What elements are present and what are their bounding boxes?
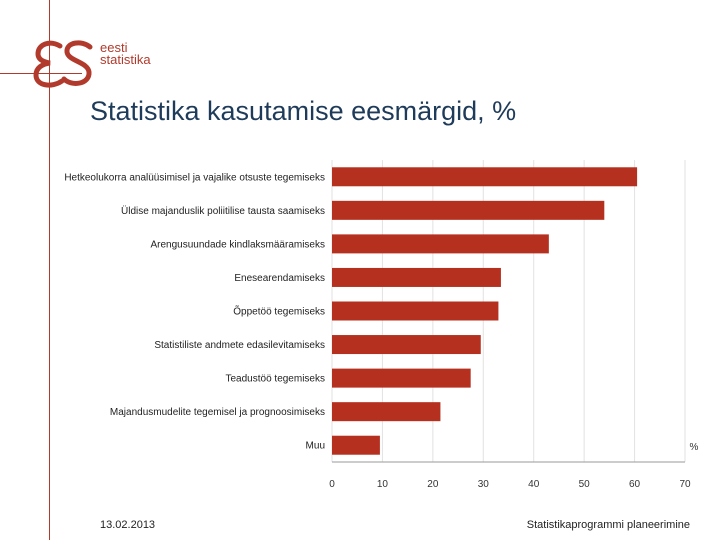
bar bbox=[332, 436, 380, 455]
x-tick-label: 20 bbox=[427, 479, 439, 490]
category-label: Teadustöö tegemiseks bbox=[225, 373, 325, 385]
x-tick-label: 0 bbox=[329, 479, 335, 490]
category-label: Muu bbox=[305, 440, 325, 452]
category-label: Üldise majanduslik poliitilise tausta saamiseks bbox=[121, 205, 325, 217]
footer-date: 13.02.2013 bbox=[100, 519, 156, 531]
x-tick-label: 50 bbox=[578, 479, 590, 490]
bar-chart bbox=[0, 150, 720, 500]
x-tick-label: 60 bbox=[629, 479, 641, 490]
bar bbox=[332, 302, 498, 321]
bar bbox=[332, 402, 440, 421]
category-label: Majandusmudelite tegemisel ja prognoosimiseks bbox=[109, 407, 325, 419]
x-tick-label: 70 bbox=[679, 479, 691, 490]
logo-word-1: eesti bbox=[100, 40, 128, 55]
bar bbox=[332, 167, 637, 186]
bar bbox=[332, 201, 604, 220]
x-tick-label: 40 bbox=[528, 479, 540, 490]
unit-label: % bbox=[689, 442, 699, 453]
logo bbox=[30, 34, 190, 90]
x-tick-label: 10 bbox=[376, 479, 388, 490]
category-label: Enesearendamiseks bbox=[234, 272, 325, 284]
category-label: Hetkeolukorra analüüsimisel ja vajalike otsuste tegemiseks bbox=[64, 172, 325, 184]
bar bbox=[332, 369, 471, 388]
bar bbox=[332, 234, 549, 253]
logo-mark bbox=[30, 34, 190, 90]
bar bbox=[332, 335, 481, 354]
footer-presentation-title: Statistikaprogrammi planeerimine bbox=[526, 519, 690, 531]
bar bbox=[332, 268, 501, 287]
category-label: Õppetöö tegemiseks bbox=[233, 306, 325, 318]
slide-title: Statistika kasutamise eesmärgid, % bbox=[90, 96, 517, 126]
category-label: Arengusuundade kindlaksmääramiseks bbox=[150, 239, 325, 251]
x-tick-label: 30 bbox=[477, 479, 489, 490]
category-label: Statistiliste andmete edasilevitamiseks bbox=[154, 340, 325, 352]
logo-word-2: statistika bbox=[100, 52, 151, 67]
